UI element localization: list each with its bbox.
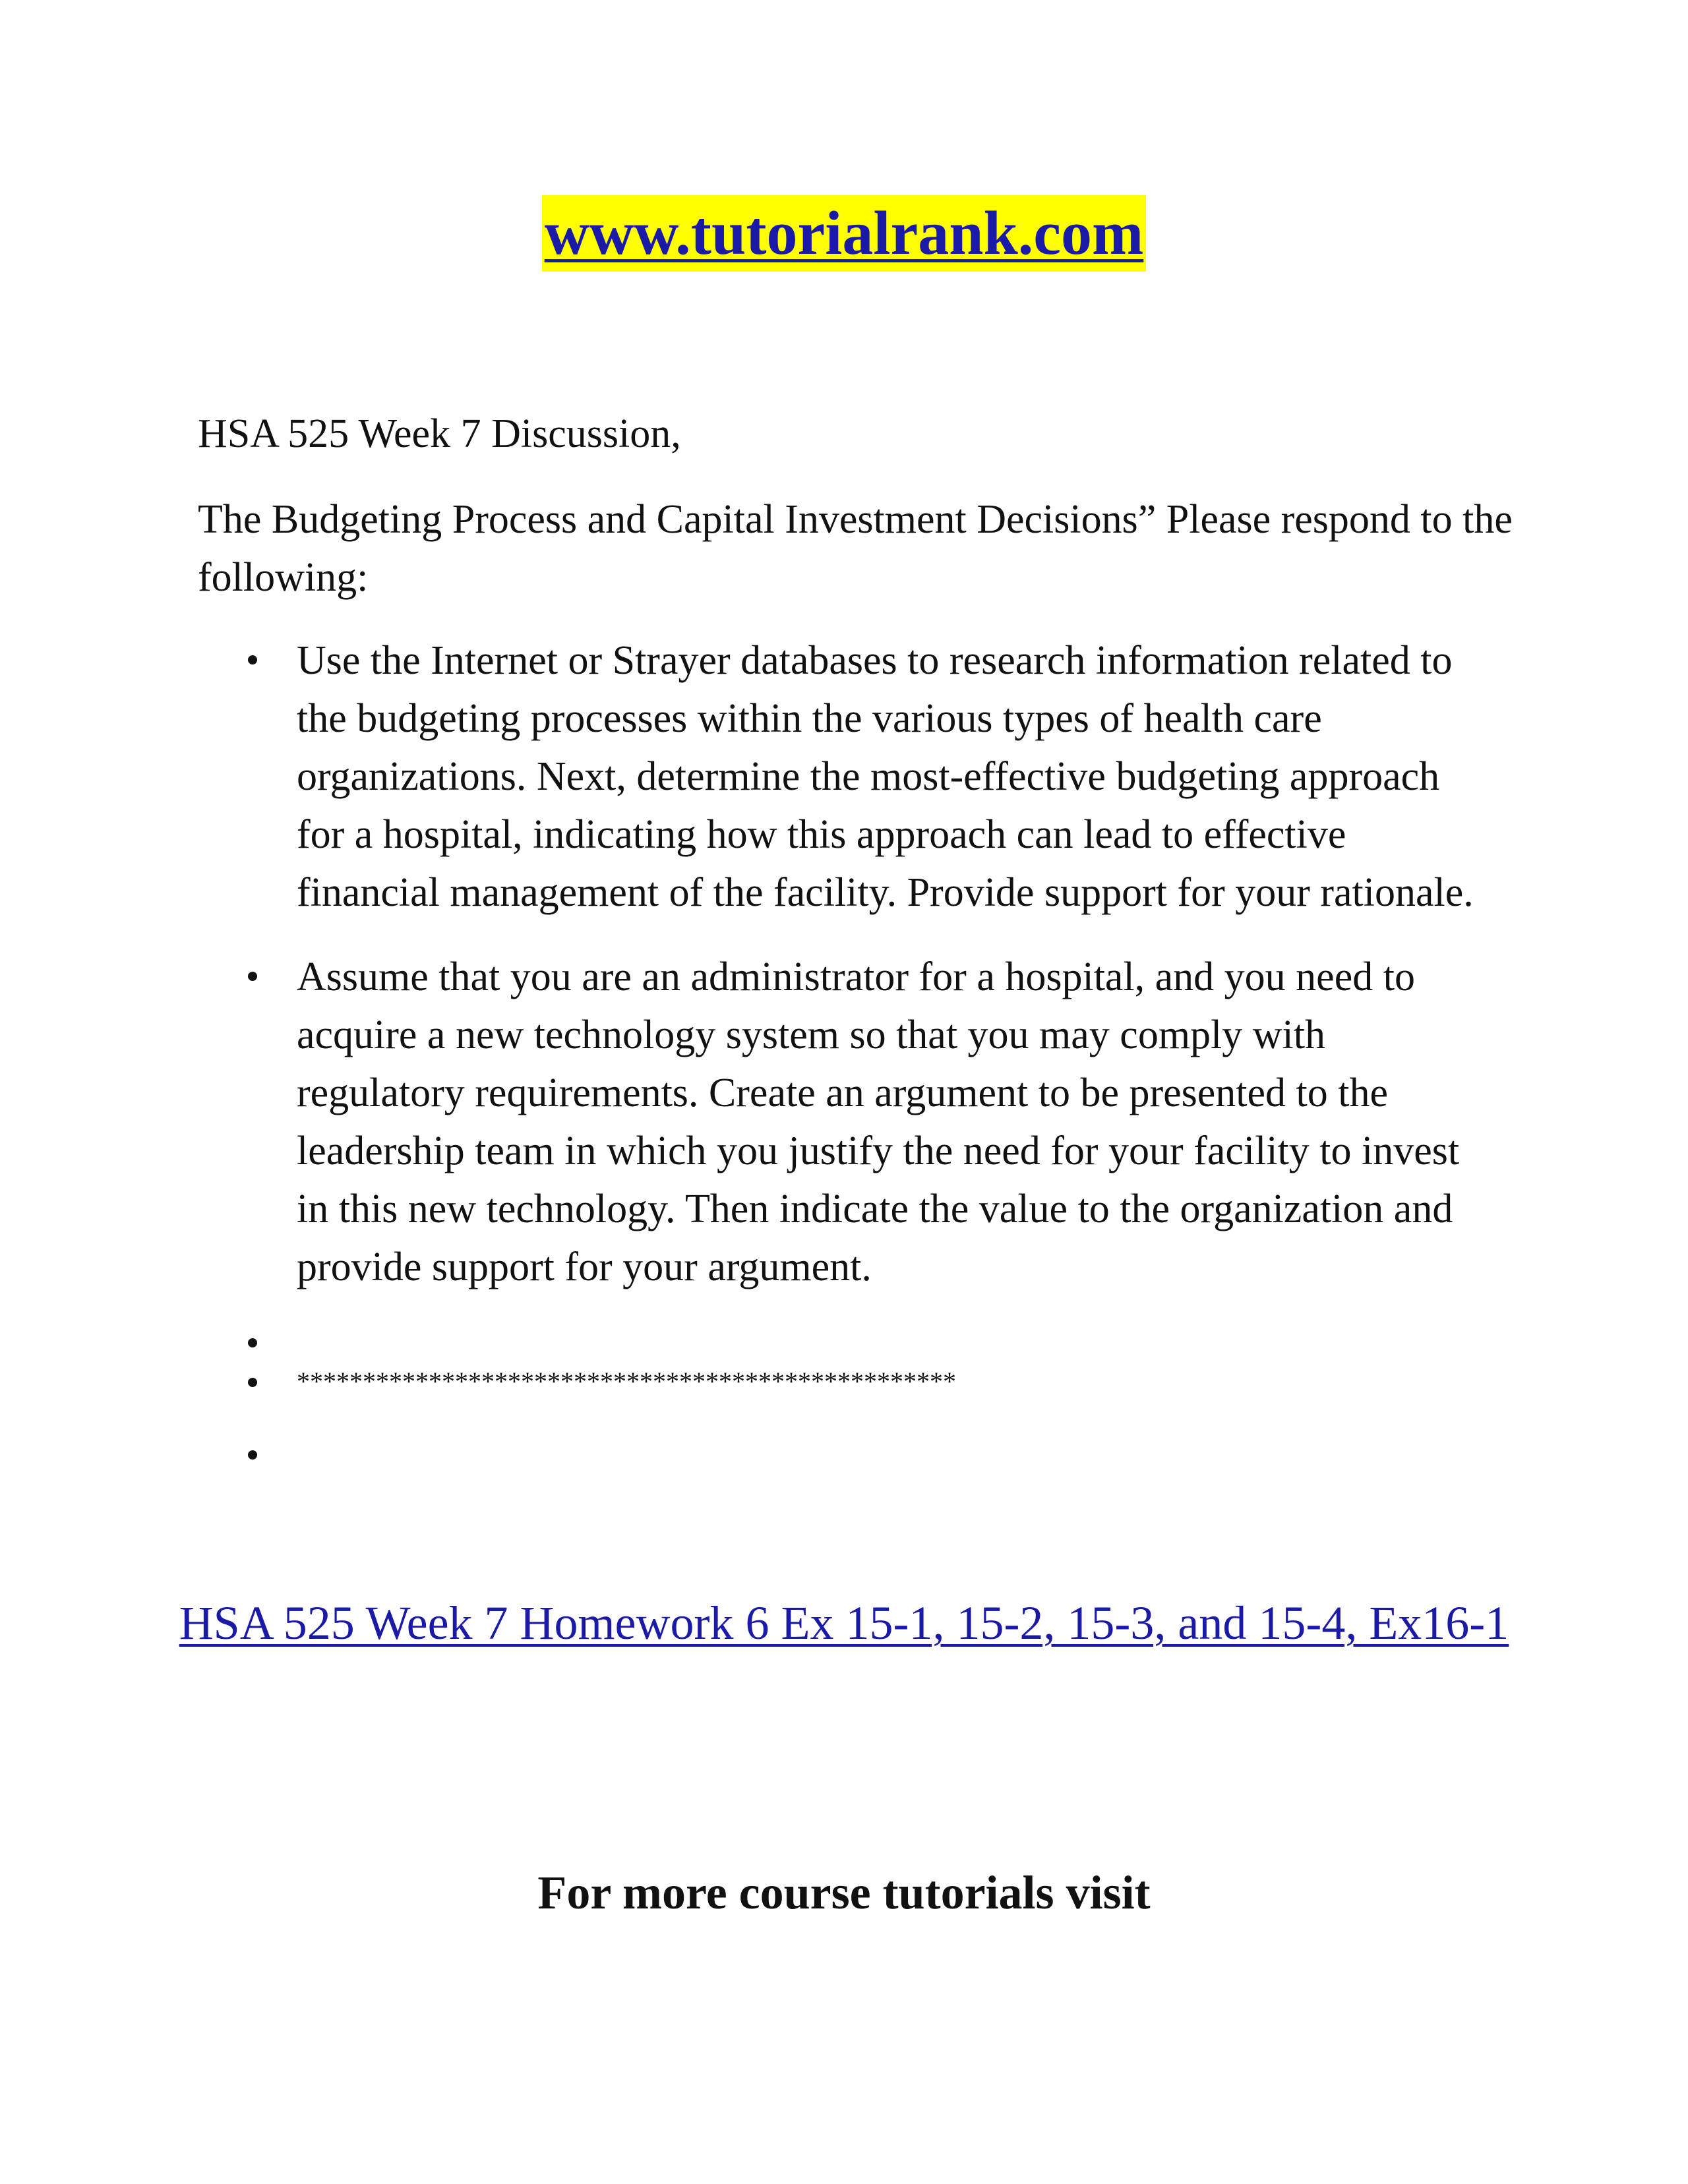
footer-text: For more course tutorials visit	[537, 1866, 1151, 1919]
list-item	[198, 948, 1490, 1296]
bullet-dot-icon	[248, 1378, 257, 1387]
separator-stars: **************************************************	[297, 1367, 956, 1396]
homework-link[interactable]: HSA 525 Week 7 Homework 6 Ex 15-1, 15-2, 15-3, and 15-4, Ex16-1	[179, 1597, 1509, 1649]
bullet-dot-icon	[248, 972, 257, 981]
homework-link-container	[0, 1594, 1688, 1652]
site-link-container	[0, 195, 1688, 272]
bullet-dot-icon	[248, 655, 257, 664]
list-item	[198, 1322, 1490, 1362]
list-item	[198, 1362, 1490, 1402]
intro-paragraph: The Budgeting Process and Capital Investment Decisions” Please respond to the following:	[198, 497, 1513, 600]
list-item	[198, 1434, 1490, 1474]
discussion-heading: HSA 525 Week 7 Discussion,	[198, 411, 681, 456]
list-item-text: Assume that you are an administrator for a hospital, and you need to acquire a new technology system so that you may comply with regulatory requirements. Create an argument to be presented to the leadership team in which you justify the need for your facility to invest in this new technology. Then indicate the value to the organization and provide support for your argument.	[297, 955, 1460, 1289]
site-link[interactable]: www.tutorialrank.com	[542, 195, 1147, 272]
bullet-dot-icon	[248, 1450, 257, 1460]
list-item-text: Use the Internet or Strayer databases to research information related to the budgeting processes within the various types of health care organizations. Next, determine the most-effective budgeting approach for a hospital, indicating how this approach can lead to effective financial management of the facility. Provide support for your rationale.	[297, 638, 1474, 915]
bullet-list	[198, 632, 1490, 1474]
bullet-dot-icon	[248, 1338, 257, 1347]
list-item	[198, 632, 1490, 922]
